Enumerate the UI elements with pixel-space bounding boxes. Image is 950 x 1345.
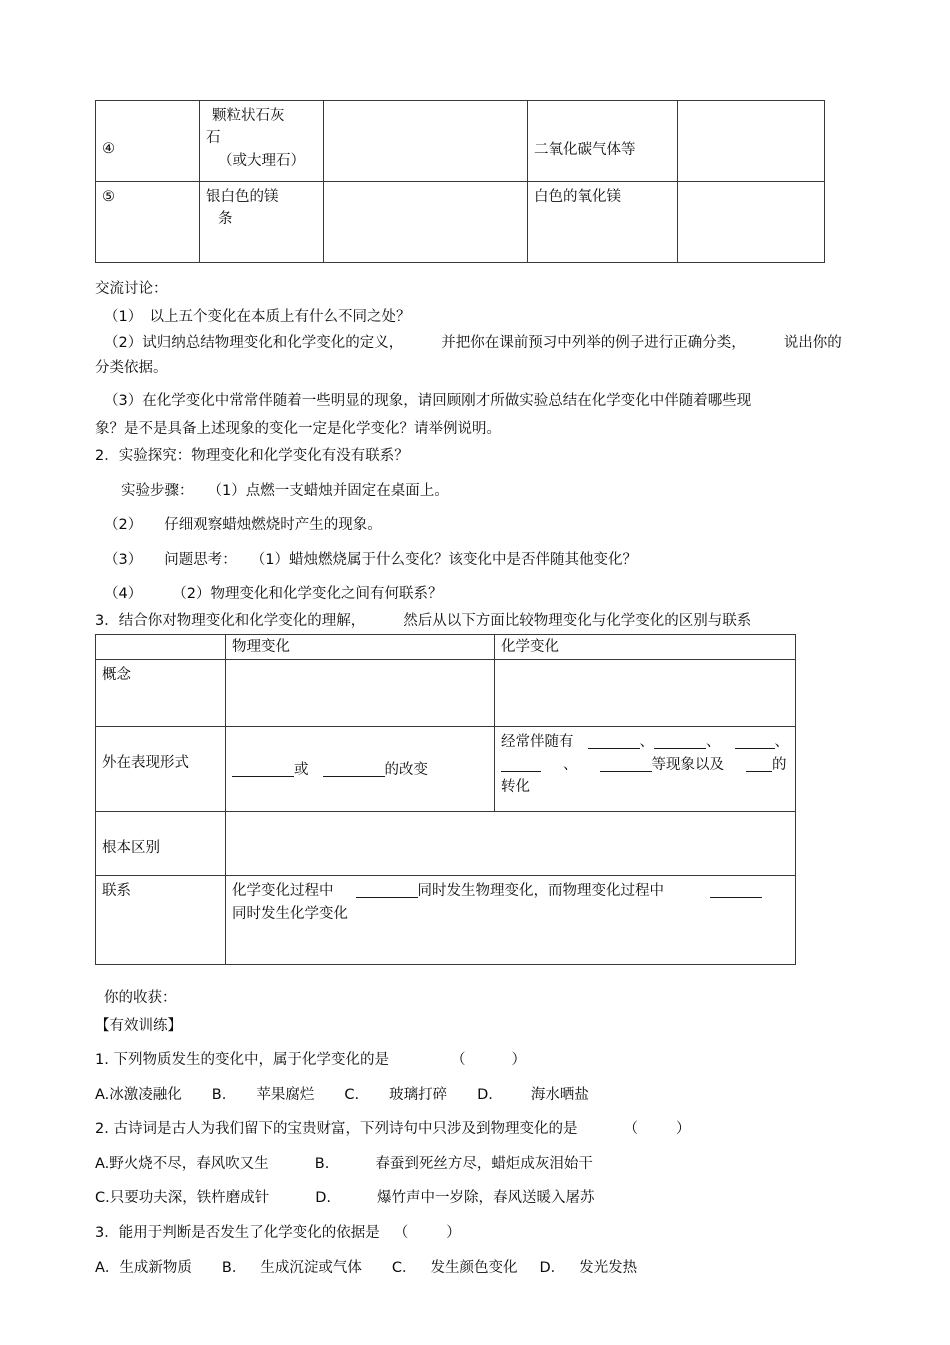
exercise-1-text: 1. 下列物质发生的变化中，属于化学变化的是	[95, 1052, 389, 1069]
compare-row-label-difference	[96, 812, 226, 876]
exercise-2-options-row-2	[95, 1185, 885, 1213]
form-chemical-sep: 、	[706, 734, 721, 751]
reaction-product-cell	[528, 101, 678, 182]
option-text[interactable]: 野火烧不尽，春风吹又生	[109, 1155, 269, 1172]
option-key[interactable]: A.	[95, 1086, 110, 1103]
exercises-heading: 【有效训练】	[95, 1017, 182, 1034]
option-text[interactable]: 海水晒盐	[530, 1086, 589, 1103]
relation-part-1: 化学变化过程中	[232, 883, 334, 900]
form-physical-cell	[226, 727, 495, 812]
option-text[interactable]: 生成新物质	[119, 1259, 192, 1276]
difference-answer-cell	[226, 812, 796, 876]
exercise-question-2	[95, 1116, 885, 1144]
reaction-phenomenon-cell	[324, 101, 528, 182]
discussion-question-2-cont: 分类依据。	[95, 360, 168, 377]
compare-row-label-difference-text: 根本区别	[102, 840, 160, 857]
experiment-step-4-text: （2）物理变化和化学变化之间有何联系？	[172, 586, 443, 603]
discussion-question-2	[95, 331, 885, 356]
relation-part-3: 同时发生化学变化	[232, 905, 348, 922]
table-row-form	[96, 727, 796, 812]
exercise-1-options	[95, 1082, 885, 1110]
compare-row-label-form	[96, 727, 226, 812]
experiment-step-4	[95, 581, 885, 609]
blank-line	[710, 897, 762, 898]
option-key[interactable]: A.	[95, 1155, 110, 1172]
table-row-relation	[96, 876, 796, 965]
reaction-product-cell	[528, 182, 678, 263]
blank-line	[501, 771, 541, 772]
experiment-step-2-text: 仔细观察蜡烛燃烧时产生的现象。	[164, 517, 382, 534]
compare-row-label-form-text: 外在表现形式	[102, 755, 189, 772]
form-chemical-sep: 、	[639, 734, 654, 751]
exercise-3-options	[95, 1255, 885, 1283]
compare-header-physical: 物理变化	[226, 634, 495, 659]
form-chemical-lead: 经常伴随有	[501, 734, 574, 751]
comparison-table	[95, 634, 796, 965]
exercise-question-1	[95, 1047, 885, 1075]
compare-heading-part-a: 3．结合你对物理变化和化学变化的理解，	[95, 612, 366, 629]
exercise-3-paren-open: （	[393, 1225, 409, 1242]
option-text[interactable]: 春蚕到死丝方尽，蜡炬成灰泪始干	[375, 1155, 593, 1172]
experiment-step-3-label: 问题思考：	[164, 551, 237, 568]
option-key[interactable]: B．	[221, 1259, 247, 1276]
relation-answer-cell	[226, 876, 796, 965]
option-key[interactable]: D.	[315, 1190, 332, 1207]
blank-line	[735, 748, 775, 749]
form-physical-mid: 或	[294, 762, 309, 779]
blank-line	[323, 776, 385, 777]
option-key[interactable]: C.	[344, 1086, 360, 1103]
compare-heading-part-b: 然后从以下方面比较物理变化与化学变化的区别与联系	[403, 612, 752, 629]
experiment-step-1-text: （1）点燃一支蜡烛并固定在桌面上。	[207, 482, 449, 499]
reaction-type-cell	[678, 182, 825, 263]
blank-line	[588, 748, 640, 749]
table-row-concept	[96, 660, 796, 727]
exercise-3-paren-close: ）	[446, 1225, 461, 1242]
exercise-1-paren-open: （	[450, 1052, 466, 1069]
option-text[interactable]: 发生颜色变化	[430, 1259, 518, 1276]
reaction-substance-cell	[200, 101, 324, 182]
experiment-step-3-text: （1）蜡烛燃烧属于什么变化？该变化中是否伴随其他变化？	[250, 551, 637, 568]
experiment-heading: 2．实验探究：物理变化和化学变化有没有联系？	[95, 448, 409, 465]
form-physical-end: 的改变	[384, 762, 428, 779]
reaction-product-label: 二氧化碳气体等	[534, 142, 636, 158]
option-key[interactable]: B.	[314, 1155, 330, 1172]
form-chemical-mid: 等现象以及	[651, 756, 724, 773]
blank-line	[746, 771, 772, 772]
option-key[interactable]: C．	[391, 1259, 417, 1276]
form-chemical-sep: 、	[563, 756, 578, 773]
form-chemical-cell	[495, 727, 796, 812]
reaction-index-cell	[96, 101, 200, 182]
table-row	[96, 182, 825, 263]
concept-physical-cell	[226, 660, 495, 727]
discussion-q2-part-c: 说出你的	[783, 335, 842, 352]
blank-line	[600, 771, 652, 772]
discussion-question-1: （1） 以上五个变化在本质上有什么不同之处？	[104, 308, 411, 325]
exercise-2-paren-close: ）	[675, 1121, 691, 1138]
substance-line-1: 颗粒状石灰	[212, 108, 285, 124]
reaction-index-label: ④	[102, 141, 115, 157]
relation-part-2: 同时发生物理变化，而物理变化过程中	[417, 883, 664, 900]
harvest-label: 你的收获：	[104, 990, 177, 1007]
compare-row-label-concept: 概念	[96, 660, 226, 727]
blank-line	[356, 897, 418, 898]
compare-heading	[95, 609, 885, 634]
discussion-q2-part-a: （2）试归纳总结物理变化和化学变化的定义，	[104, 335, 404, 352]
option-key[interactable]: B.	[211, 1086, 227, 1103]
experiment-step-1	[95, 478, 885, 506]
discussion-question-3: （3）在化学变化中常常伴随着一些明显的现象，请回顾刚才所做实验总结在化学变化中伴随着哪些现	[104, 392, 752, 409]
concept-chemical-cell	[495, 660, 796, 727]
discussion-question-3-cont: 象？是不是具备上述现象的变化一定是化学变化？请举例说明。	[95, 420, 501, 437]
table-row	[96, 101, 825, 182]
compare-header-empty	[96, 634, 226, 659]
option-key[interactable]: C.	[95, 1190, 110, 1207]
discussion-q2-part-b: 并把你在课前预习中列举的例子进行正确分类，	[441, 335, 746, 352]
option-key[interactable]: D．	[539, 1259, 566, 1276]
exercise-2-text: 2. 古诗词是古人为我们留下的宝贵财富，下列诗句中只涉及到物理变化的是	[95, 1121, 578, 1138]
substance-line-1: 银白色的镁	[206, 189, 279, 205]
exercise-2-options-row-1	[95, 1151, 885, 1179]
option-key[interactable]: A．	[95, 1259, 120, 1276]
experiment-step-4-number: （4）	[104, 586, 143, 603]
option-text[interactable]: 冰激凌融化	[109, 1086, 182, 1103]
experiment-step-2-number: （2）	[104, 517, 143, 534]
option-text[interactable]: 苹果腐烂	[256, 1086, 315, 1103]
substance-line-2: 石	[206, 130, 221, 147]
exercise-question-3	[95, 1220, 885, 1248]
form-physical-content	[232, 759, 489, 781]
option-text[interactable]: 玻璃打碎	[389, 1086, 448, 1103]
substance-line-3: （或大理石）	[218, 152, 305, 169]
form-chemical-sep: 、	[774, 734, 789, 751]
exercise-3-text: 3．能用于判断是否发生了化学变化的依据是	[95, 1225, 380, 1242]
experiment-step-3	[95, 547, 885, 575]
reaction-type-cell	[678, 101, 825, 182]
option-key[interactable]: D.	[477, 1086, 493, 1103]
form-chemical-tail: 的转化	[501, 756, 787, 796]
discussion-heading: 交流讨论：	[95, 281, 168, 297]
option-text[interactable]: 爆竹声中一岁除，春风送暖入屠苏	[377, 1190, 595, 1207]
option-text[interactable]: 只要功夫深，铁杵磨成针	[109, 1190, 270, 1207]
exercise-1-paren-close: ）	[511, 1052, 526, 1069]
blank-line	[654, 748, 706, 749]
exercise-2-paren-open: （	[623, 1121, 638, 1138]
experiment-step-label: 实验步骤：	[121, 482, 194, 499]
table-row-difference	[96, 812, 796, 876]
reaction-phenomenon-cell	[324, 182, 528, 263]
option-text[interactable]: 生成沉淀或气体	[260, 1259, 362, 1276]
compare-row-label-relation: 联系	[96, 876, 226, 965]
reaction-index-cell	[96, 182, 200, 263]
reaction-index-label: ⑤	[102, 189, 115, 205]
experiment-step-2	[95, 512, 885, 540]
experiment-step-3-number: （3）	[104, 551, 143, 568]
option-text[interactable]: 发光发热	[579, 1259, 638, 1276]
compare-header-chemical: 化学变化	[495, 634, 796, 659]
worksheet-content	[95, 100, 885, 1282]
substance-line-2: 条	[218, 211, 233, 228]
reaction-observation-table	[95, 100, 825, 263]
reaction-product-label: 白色的氧化镁	[534, 189, 621, 205]
table-header-row	[96, 634, 796, 659]
reaction-substance-cell	[200, 182, 324, 263]
blank-line	[232, 776, 294, 777]
